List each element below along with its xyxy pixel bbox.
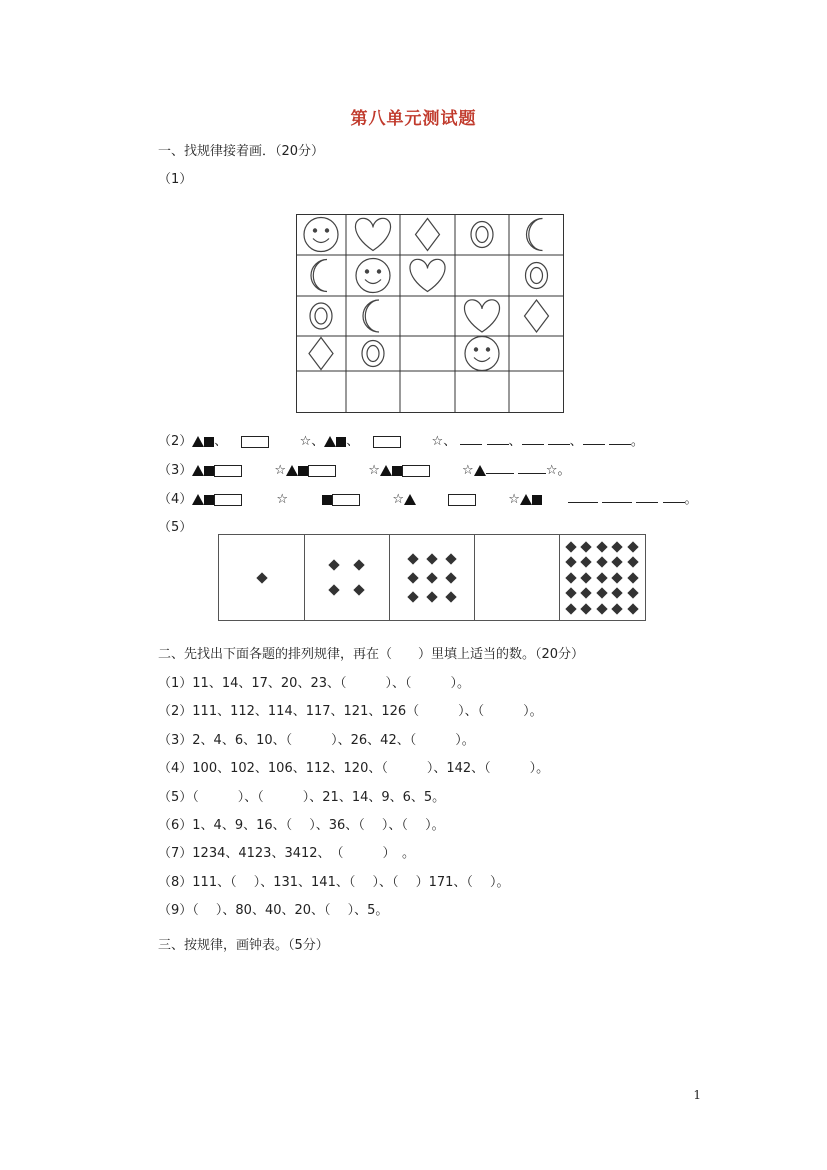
square-icon bbox=[392, 466, 402, 476]
diamond-dot bbox=[611, 587, 622, 598]
diamond-dot bbox=[627, 603, 638, 614]
diamond-dot bbox=[611, 556, 622, 567]
triangle-icon bbox=[286, 465, 298, 476]
dot-cell-empty[interactable] bbox=[474, 535, 560, 620]
q4-row bbox=[158, 488, 698, 507]
diamond-dot bbox=[596, 572, 607, 583]
answer-blank[interactable] bbox=[548, 433, 570, 445]
q1-label: （1） bbox=[158, 172, 193, 187]
triangle-icon bbox=[192, 494, 204, 505]
square-icon bbox=[532, 495, 542, 505]
square-icon bbox=[298, 466, 308, 476]
rectangle-icon bbox=[214, 465, 242, 477]
s2-item-9: （9）（ ）、80、40、20、（ ）、5。 bbox=[158, 903, 389, 918]
square-icon bbox=[204, 495, 214, 505]
ring-icon bbox=[310, 303, 332, 329]
rectangle-icon bbox=[241, 436, 269, 448]
star-icon: ☆ bbox=[276, 492, 289, 507]
diamond-icon bbox=[309, 338, 333, 370]
moon-icon bbox=[527, 219, 543, 251]
q3-row bbox=[158, 459, 570, 478]
s2-item-3: （3）2、4、6、10、（ ）、26、42、（ ）。 bbox=[158, 733, 475, 748]
triangle-icon bbox=[380, 465, 392, 476]
answer-blank[interactable] bbox=[460, 433, 482, 445]
section-1-heading: 一、找规律接着画．（20分） bbox=[158, 144, 325, 159]
answer-blank[interactable] bbox=[663, 491, 685, 503]
smiley-icon bbox=[356, 259, 390, 293]
heart-icon bbox=[410, 259, 445, 291]
q3-label: （3） bbox=[158, 463, 193, 478]
diamond-icon bbox=[525, 300, 549, 332]
separator: 、 bbox=[569, 434, 583, 449]
answer-blank[interactable] bbox=[518, 462, 546, 474]
diamond-dot bbox=[565, 603, 576, 614]
heart-icon bbox=[464, 300, 499, 332]
q5-label: （5） bbox=[158, 520, 193, 535]
diamond-dot bbox=[565, 556, 576, 567]
square-icon bbox=[204, 437, 214, 447]
diamond-dot bbox=[596, 603, 607, 614]
star-icon: ☆ bbox=[462, 463, 474, 478]
diamond-dot bbox=[565, 587, 576, 598]
diamond-dot bbox=[580, 603, 591, 614]
diamond-dot bbox=[565, 572, 576, 583]
triangle-icon bbox=[192, 465, 204, 476]
star-icon: ☆ bbox=[431, 434, 444, 449]
rectangle-icon bbox=[214, 494, 242, 506]
answer-blank[interactable] bbox=[636, 491, 658, 503]
q2-row bbox=[158, 430, 644, 449]
rectangle-icon bbox=[332, 494, 360, 506]
page-number: 1 bbox=[693, 1088, 701, 1102]
separator: 、 bbox=[346, 434, 360, 449]
triangle-icon bbox=[324, 436, 336, 447]
diamond-dot bbox=[580, 556, 591, 567]
rectangle-icon bbox=[402, 465, 430, 477]
answer-blank[interactable] bbox=[486, 462, 514, 474]
answer-blank[interactable] bbox=[583, 433, 605, 445]
rectangle-icon bbox=[373, 436, 401, 448]
section-2-heading: 二、先找出下面各题的排列规律，再在（ ）里填上适当的数。（20分） bbox=[158, 647, 585, 662]
s2-item-4: （4）100、102、106、112、120、（ ）、142、（ ）。 bbox=[158, 761, 550, 776]
answer-blank[interactable] bbox=[602, 491, 632, 503]
s2-item-1: （1）11、14、17、20、23、（ ）、（ ）。 bbox=[158, 676, 470, 691]
diamond-dot bbox=[580, 587, 591, 598]
ring-icon bbox=[526, 263, 548, 289]
section-3-heading: 三、按规律，画钟表。（5分） bbox=[158, 938, 329, 953]
smiley-icon bbox=[465, 337, 499, 371]
diamond-dot bbox=[596, 541, 607, 552]
answer-blank[interactable] bbox=[609, 433, 631, 445]
star-icon: ☆ bbox=[368, 463, 380, 478]
square-icon bbox=[204, 466, 214, 476]
square-icon bbox=[336, 437, 346, 447]
answer-blank[interactable] bbox=[522, 433, 544, 445]
triangle-icon bbox=[192, 436, 204, 447]
diamond-dot bbox=[611, 572, 622, 583]
s2-item-6: （6）1、4、9、16、（ ）、36、（ ）、（ ）。 bbox=[158, 818, 445, 833]
triangle-icon bbox=[474, 465, 486, 476]
heart-icon bbox=[355, 218, 390, 250]
end-mark: 。 bbox=[630, 434, 644, 449]
moon-icon bbox=[363, 300, 379, 332]
separator: 、 bbox=[311, 434, 325, 449]
diamond-dot bbox=[627, 541, 638, 552]
diamond-dot bbox=[611, 603, 622, 614]
diamond-dot bbox=[627, 587, 638, 598]
s2-item-7: （7）1234、4123、3412、 （ ） 。 bbox=[158, 846, 416, 861]
diamond-dot bbox=[627, 556, 638, 567]
star-icon: ☆ bbox=[392, 492, 405, 507]
s2-item-2: （2）111、112、114、117、121、126（ ）、（ ）。 bbox=[158, 704, 543, 719]
separator: 、 bbox=[214, 434, 228, 449]
star-icon: ☆ bbox=[274, 463, 287, 478]
square-icon bbox=[322, 495, 332, 505]
rectangle-icon bbox=[308, 465, 336, 477]
diamond-dot bbox=[580, 572, 591, 583]
separator: 、 bbox=[443, 434, 457, 449]
diamond-dot bbox=[627, 572, 638, 583]
q2-label: （2） bbox=[158, 434, 193, 449]
rectangle-icon bbox=[448, 494, 476, 506]
diamond-dot bbox=[596, 587, 607, 598]
ring-icon bbox=[471, 222, 493, 248]
answer-blank[interactable] bbox=[568, 491, 598, 503]
dot-pattern-strip bbox=[218, 534, 646, 621]
separator: 、 bbox=[508, 434, 522, 449]
triangle-icon bbox=[404, 494, 416, 505]
diamond-dot bbox=[596, 556, 607, 567]
pattern-grid bbox=[296, 214, 564, 413]
smiley-icon bbox=[304, 218, 338, 252]
answer-blank[interactable] bbox=[487, 433, 509, 445]
star-icon: ☆ bbox=[545, 463, 558, 478]
page-title: 第八单元测试题 bbox=[350, 109, 477, 129]
ring-icon bbox=[362, 341, 384, 367]
q4-label: （4） bbox=[158, 492, 193, 507]
diamond-dot bbox=[611, 541, 622, 552]
triangle-icon bbox=[520, 494, 532, 505]
diamond-dot bbox=[580, 541, 591, 552]
diamond-icon bbox=[416, 219, 440, 251]
end-mark: 。 bbox=[684, 492, 698, 507]
diamond-dot bbox=[565, 541, 576, 552]
end-mark: 。 bbox=[557, 463, 571, 478]
s2-item-5: （5）（ ）、（ ）、21、14、9、6、5。 bbox=[158, 790, 446, 805]
moon-icon bbox=[311, 260, 327, 292]
star-icon: ☆ bbox=[299, 434, 312, 449]
s2-item-8: （8）111、（ ）、131、141、（ ）、（ ）171、（ ）。 bbox=[158, 875, 510, 890]
star-icon: ☆ bbox=[508, 492, 520, 507]
dot-cell bbox=[304, 535, 390, 620]
